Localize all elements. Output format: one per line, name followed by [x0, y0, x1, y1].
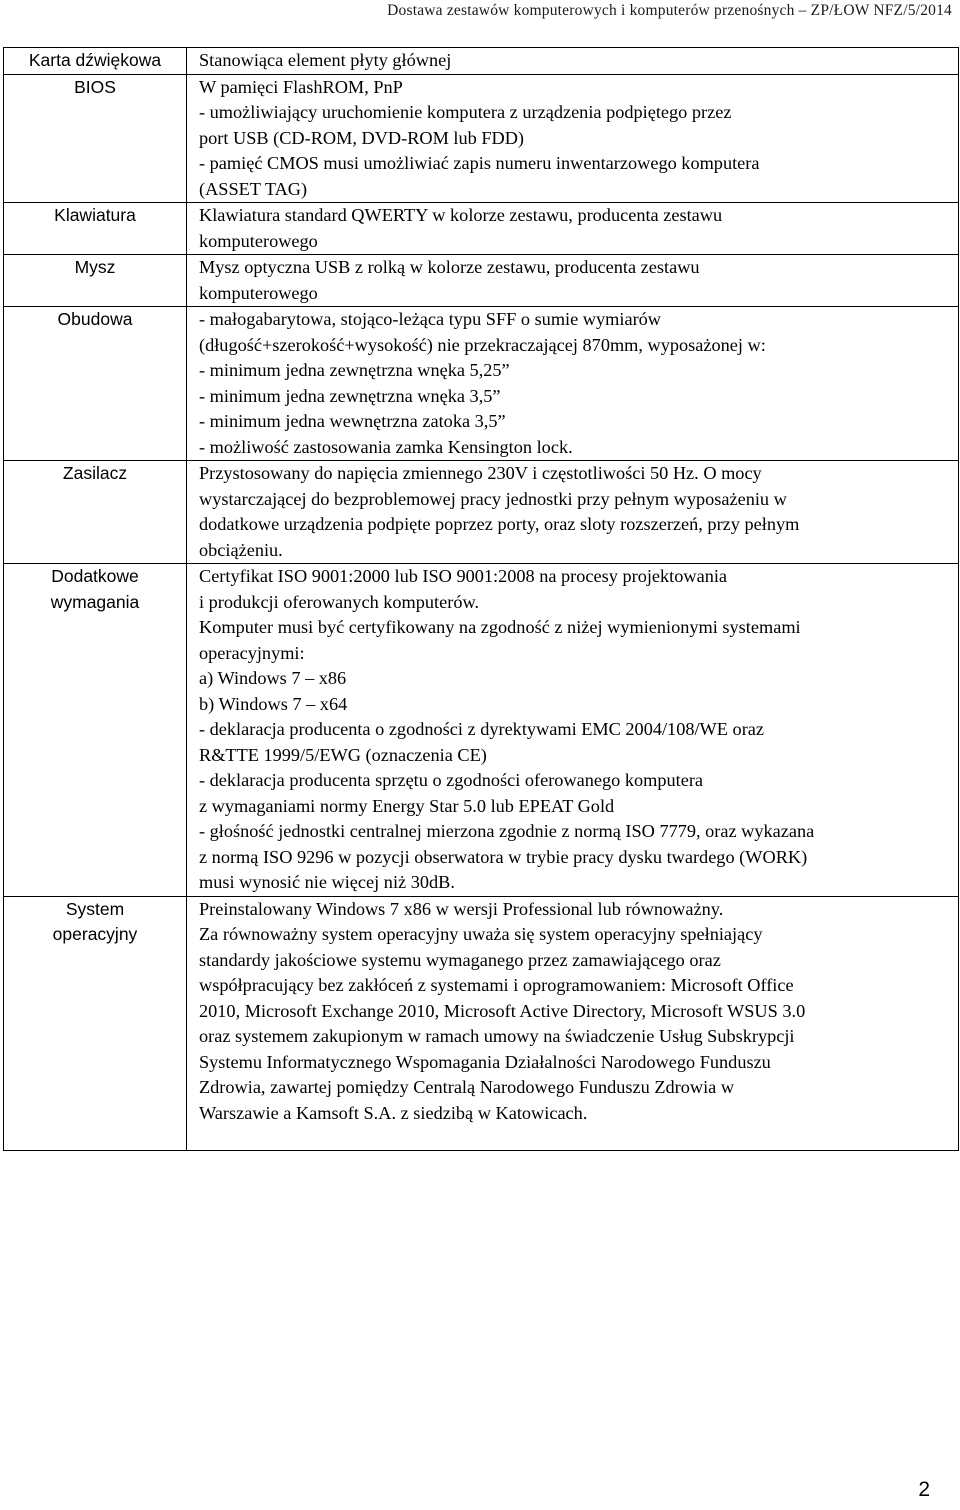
spec-value-line: i produkcji oferowanych komputerów.	[199, 591, 480, 612]
spec-value-cell	[187, 896, 959, 1151]
spec-label-line: Karta dźwiękowa	[28, 50, 162, 70]
spec-value-line: wystarczającej do bezproblemowej pracy jednostki przy pełnym wyposażeniu w	[199, 488, 787, 509]
spec-label-line: Mysz	[74, 257, 116, 277]
spec-value-cell	[187, 461, 959, 564]
spec-value-line: - deklaracja producenta o zgodności z dyrektywami EMC 2004/108/WE oraz	[199, 719, 765, 739]
spec-label-cell	[4, 48, 187, 75]
spec-row	[4, 461, 959, 564]
spec-value-line: - minimum jedna zewnętrzna wnęka 5,25”	[199, 360, 510, 380]
spec-value-line: (długość+szerokość+wysokość) nie przekraczającej 870mm, wyposażonej w:	[199, 334, 766, 355]
spec-label-line: Dodatkowe	[51, 566, 139, 586]
spec-value-line: dodatkowe urządzenia podpięte poprzez porty, oraz sloty rozszerzeń, przy pełnym	[199, 514, 800, 534]
spec-row	[4, 74, 959, 203]
spec-value-line: - możliwość zastosowania zamka Kensington lock.	[199, 436, 573, 457]
spec-value-line: Przystosowany do napięcia zmiennego 230V i częstotliwości 50 Hz. O mocy	[199, 463, 762, 483]
spec-row	[4, 203, 959, 255]
spec-value-line: - umożliwiający uruchomienie komputera z urządzenia podpiętego przez	[199, 102, 732, 122]
spec-label-line: operacyjny	[52, 924, 138, 944]
spec-value-cell	[187, 255, 959, 307]
spec-value-line: oraz systemem zakupionym w ramach umowy na świadczenie Usług Subskrypcji	[199, 1026, 795, 1046]
page-number: 2	[918, 1478, 930, 1501]
page-header: Dostawa zestawów komputerowych i komputerów przenośnych – ZP/ŁOW NFZ/5/2014	[387, 2, 952, 19]
spec-value-line: obciążeniu.	[199, 539, 283, 560]
spec-value-line: - małogabarytowa, stojąco-leżąca typu SFF o sumie wymiarów	[199, 309, 661, 329]
spec-label-cell	[4, 255, 187, 307]
spec-value-line: Systemu Informatycznego Wspomagania Działalności Narodowego Funduszu	[199, 1051, 771, 1072]
spec-value-cell	[187, 203, 959, 255]
spec-value-line: R&TTE 1999/5/EWG (oznaczenia CE)	[199, 744, 487, 765]
spec-value-line: b) Windows 7 – x64	[199, 693, 348, 714]
spec-value-cell	[187, 74, 959, 203]
spec-value-line: musi wynosić nie więcej niż 30dB.	[199, 872, 455, 892]
spec-value-line: z normą ISO 9296 w pozycji obserwatora w trybie pracy dysku twardego (WORK)	[199, 846, 808, 867]
spec-value-line: Stanowiąca element płyty głównej	[199, 50, 452, 70]
spec-label-line: System	[65, 898, 125, 919]
spec-value-line: 2010, Microsoft Exchange 2010, Microsoft Active Directory, Microsoft WSUS 3.0	[199, 1000, 806, 1021]
spec-value-line: Warszawie a Kamsoft S.A. z siedzibą w Katowicach.	[199, 1102, 588, 1123]
spec-row	[4, 255, 959, 307]
spec-value-line: Zdrowia, zawartej pomiędzy Centralą Narodowego Funduszu Zdrowia w	[199, 1077, 735, 1097]
spec-label-cell	[4, 307, 187, 461]
spec-label-cell	[4, 74, 187, 203]
spec-value-line: współpracujący bez zakłóceń z systemami i oprogramowaniem: Microsoft Office	[199, 975, 794, 995]
spec-row	[4, 307, 959, 461]
specification-table-body	[4, 48, 959, 1151]
specification-table	[3, 47, 959, 1151]
spec-value-line: - deklaracja producenta sprzętu o zgodności oferowanego komputera	[199, 770, 704, 790]
spec-value-line: Mysz optyczna USB z rolką w kolorze zestawu, producenta zestawu	[199, 257, 700, 277]
spec-label-line: BIOS	[74, 76, 116, 97]
spec-value-line: W pamięci FlashROM, PnP	[199, 76, 403, 97]
spec-value-line: - pamięć CMOS musi umożliwiać zapis numeru inwentarzowego komputera	[199, 153, 760, 173]
spec-value-line: Certyfikat ISO 9001:2000 lub ISO 9001:2008 na procesy projektowania	[199, 566, 728, 586]
spec-value-line: - minimum jedna wewnętrzna zatoka 3,5”	[199, 411, 506, 431]
spec-label-cell	[4, 461, 187, 564]
spec-value-line: - głośność jednostki centralnej mierzona zgodnie z normą ISO 7779, oraz wykazana	[199, 821, 815, 841]
spec-label-cell	[4, 203, 187, 255]
spec-label-line: Zasilacz	[62, 463, 128, 483]
spec-value-line: port USB (CD-ROM, DVD-ROM lub FDD)	[199, 127, 525, 148]
spec-value-line: Za równoważny system operacyjny uważa się system operacyjny spełniający	[199, 924, 763, 944]
spec-value-line: Klawiatura standard QWERTY w kolorze zestawu, producenta zestawu	[199, 205, 723, 225]
spec-value-line: Preinstalowany Windows 7 x86 w wersji Professional lub równoważny.	[199, 898, 724, 919]
spec-label-cell	[4, 564, 187, 897]
spec-label-line: Klawiatura	[54, 205, 136, 225]
spec-row	[4, 896, 959, 1151]
spec-row	[4, 564, 959, 897]
spec-label-cell	[4, 896, 187, 1151]
spec-value-line: komputerowego	[199, 282, 318, 303]
spec-row	[4, 48, 959, 75]
spec-value-line: a) Windows 7 – x86	[199, 668, 347, 688]
spec-value-line: komputerowego	[199, 230, 318, 251]
spec-value-line: Komputer musi być certyfikowany na zgodność z niżej wymienionymi systemami	[199, 617, 801, 637]
spec-value-cell	[187, 564, 959, 897]
spec-label-line: wymagania	[50, 591, 140, 612]
spec-value-cell	[187, 48, 959, 75]
spec-value-line: operacyjnymi:	[199, 642, 305, 663]
spec-value-line: z wymaganiami normy Energy Star 5.0 lub EPEAT Gold	[199, 795, 615, 816]
spec-value-line: (ASSET TAG)	[199, 178, 308, 199]
spec-label-line: Obudowa	[57, 309, 133, 329]
spec-value-cell	[187, 307, 959, 461]
spec-value-line: - minimum jedna zewnętrzna wnęka 3,5”	[199, 385, 501, 406]
spec-value-line: standardy jakościowe systemu wymaganego przez zamawiającego oraz	[199, 949, 721, 970]
